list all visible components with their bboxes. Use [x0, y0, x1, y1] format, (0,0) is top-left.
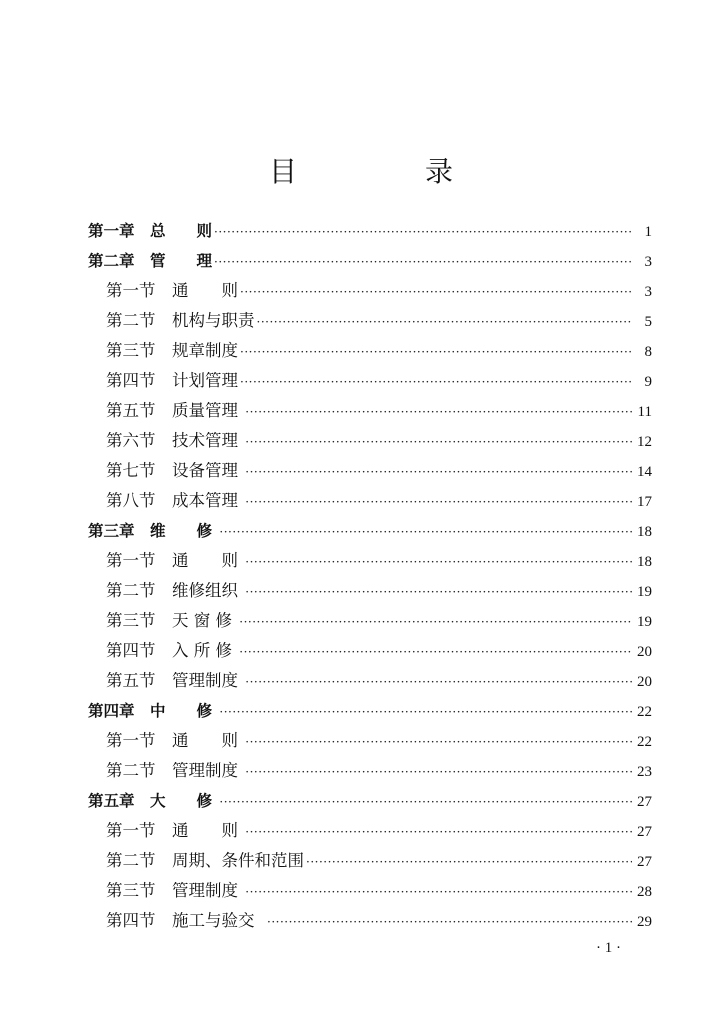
toc-entry-page: 22	[637, 734, 652, 750]
table-of-contents	[88, 216, 652, 936]
page-number: · 1 ·	[596, 940, 621, 956]
dot-leader	[240, 277, 632, 307]
dot-leader	[219, 787, 632, 817]
toc-entry-page: 27	[637, 824, 652, 840]
toc-entry[interactable]	[88, 666, 652, 696]
toc-entry[interactable]	[88, 756, 652, 786]
toc-entry-label: 第七节 设备管理	[106, 461, 244, 480]
toc-entry-label: 第一节 通 则	[106, 551, 244, 570]
toc-entry[interactable]	[88, 636, 652, 666]
dot-leader	[245, 547, 632, 577]
toc-entry[interactable]	[88, 876, 652, 906]
toc-entry-label: 第三节 天 窗 修	[106, 611, 238, 630]
toc-entry-label: 第五节 管理制度	[106, 671, 244, 690]
toc-entry-page: 19	[637, 614, 652, 630]
toc-entry-label: 第三节 规章制度	[106, 341, 238, 360]
toc-entry[interactable]	[88, 216, 652, 246]
dot-leader	[245, 577, 632, 607]
toc-entry-label: 第二章 管 理	[88, 252, 213, 270]
dot-leader	[245, 487, 632, 517]
dot-leader	[306, 847, 632, 877]
toc-entry-page: 29	[637, 914, 652, 930]
toc-entry-page: 3	[644, 254, 652, 270]
dot-leader	[240, 367, 632, 397]
dot-leader	[239, 637, 632, 667]
toc-entry-page: 28	[637, 884, 652, 900]
toc-entry[interactable]	[88, 696, 652, 726]
toc-entry-page: 23	[637, 764, 652, 780]
toc-entry-page: 20	[637, 674, 652, 690]
toc-entry[interactable]	[88, 426, 652, 456]
toc-entry[interactable]	[88, 516, 652, 546]
dot-leader	[245, 817, 632, 847]
toc-entry-page: 18	[637, 554, 652, 570]
toc-entry-label: 第一节 通 则	[106, 281, 238, 300]
dot-leader	[245, 727, 632, 757]
toc-entry[interactable]	[88, 816, 652, 846]
toc-entry[interactable]	[88, 246, 652, 276]
dot-leader	[214, 247, 632, 277]
toc-entry[interactable]	[88, 456, 652, 486]
toc-entry-page: 8	[644, 344, 652, 360]
dot-leader	[245, 427, 632, 457]
toc-entry-page: 11	[637, 404, 652, 420]
dot-leader	[219, 697, 632, 727]
toc-entry-page: 9	[644, 374, 652, 390]
toc-entry-page: 12	[637, 434, 652, 450]
dot-leader	[245, 397, 632, 427]
toc-entry-label: 第二节 维修组织	[106, 581, 244, 600]
toc-entry-page: 19	[637, 584, 652, 600]
toc-entry-label: 第五节 质量管理	[106, 401, 244, 420]
dot-leader	[245, 667, 632, 697]
toc-entry-page: 20	[637, 644, 652, 660]
toc-entry-page: 27	[637, 794, 652, 810]
toc-entry-label: 第二节 机构与职责	[106, 311, 255, 330]
toc-entry[interactable]	[88, 576, 652, 606]
toc-entry[interactable]	[88, 276, 652, 306]
toc-entry-label: 第四节 入 所 修	[106, 641, 238, 660]
toc-entry-label: 第五章 大 修	[88, 792, 218, 810]
toc-entry-label: 第四节 施工与验交	[106, 911, 265, 930]
toc-entry[interactable]	[88, 546, 652, 576]
toc-entry-page: 1	[644, 224, 652, 240]
toc-entry[interactable]	[88, 726, 652, 756]
toc-entry-label: 第六节 技术管理	[106, 431, 244, 450]
dot-leader	[267, 907, 632, 937]
toc-entry-label: 第二节 周期、条件和范围	[106, 851, 304, 870]
toc-entry-page: 22	[637, 704, 652, 720]
toc-entry-page: 3	[644, 284, 652, 300]
page-title: 目 录	[268, 155, 503, 188]
toc-entry-page: 5	[644, 314, 652, 330]
dot-leader	[257, 307, 633, 337]
toc-entry[interactable]	[88, 396, 652, 426]
toc-entry-label: 第四章 中 修	[88, 702, 218, 720]
toc-entry[interactable]	[88, 336, 652, 366]
dot-leader	[239, 607, 632, 637]
toc-entry-label: 第一节 通 则	[106, 731, 244, 750]
dot-leader	[245, 757, 632, 787]
toc-entry[interactable]	[88, 906, 652, 936]
toc-entry-page: 18	[637, 524, 652, 540]
toc-entry-page: 14	[637, 464, 652, 480]
toc-entry[interactable]	[88, 846, 652, 876]
toc-entry[interactable]	[88, 786, 652, 816]
dot-leader	[214, 217, 632, 247]
toc-entry-label: 第二节 管理制度	[106, 761, 244, 780]
toc-entry[interactable]	[88, 486, 652, 516]
dot-leader	[219, 517, 632, 547]
toc-entry-label: 第一章 总 则	[88, 222, 213, 240]
toc-entry[interactable]	[88, 306, 652, 336]
toc-entry[interactable]	[88, 366, 652, 396]
toc-entry-label: 第三节 管理制度	[106, 881, 244, 900]
toc-entry-label: 第四节 计划管理	[106, 371, 238, 390]
toc-entry-label: 第一节 通 则	[106, 821, 244, 840]
toc-entry-label: 第三章 维 修	[88, 522, 218, 540]
toc-entry-page: 17	[637, 494, 652, 510]
toc-entry-page: 27	[637, 854, 652, 870]
dot-leader	[240, 337, 632, 367]
toc-entry-label: 第八节 成本管理	[106, 491, 244, 510]
dot-leader	[245, 457, 632, 487]
toc-entry[interactable]	[88, 606, 652, 636]
dot-leader	[245, 877, 632, 907]
